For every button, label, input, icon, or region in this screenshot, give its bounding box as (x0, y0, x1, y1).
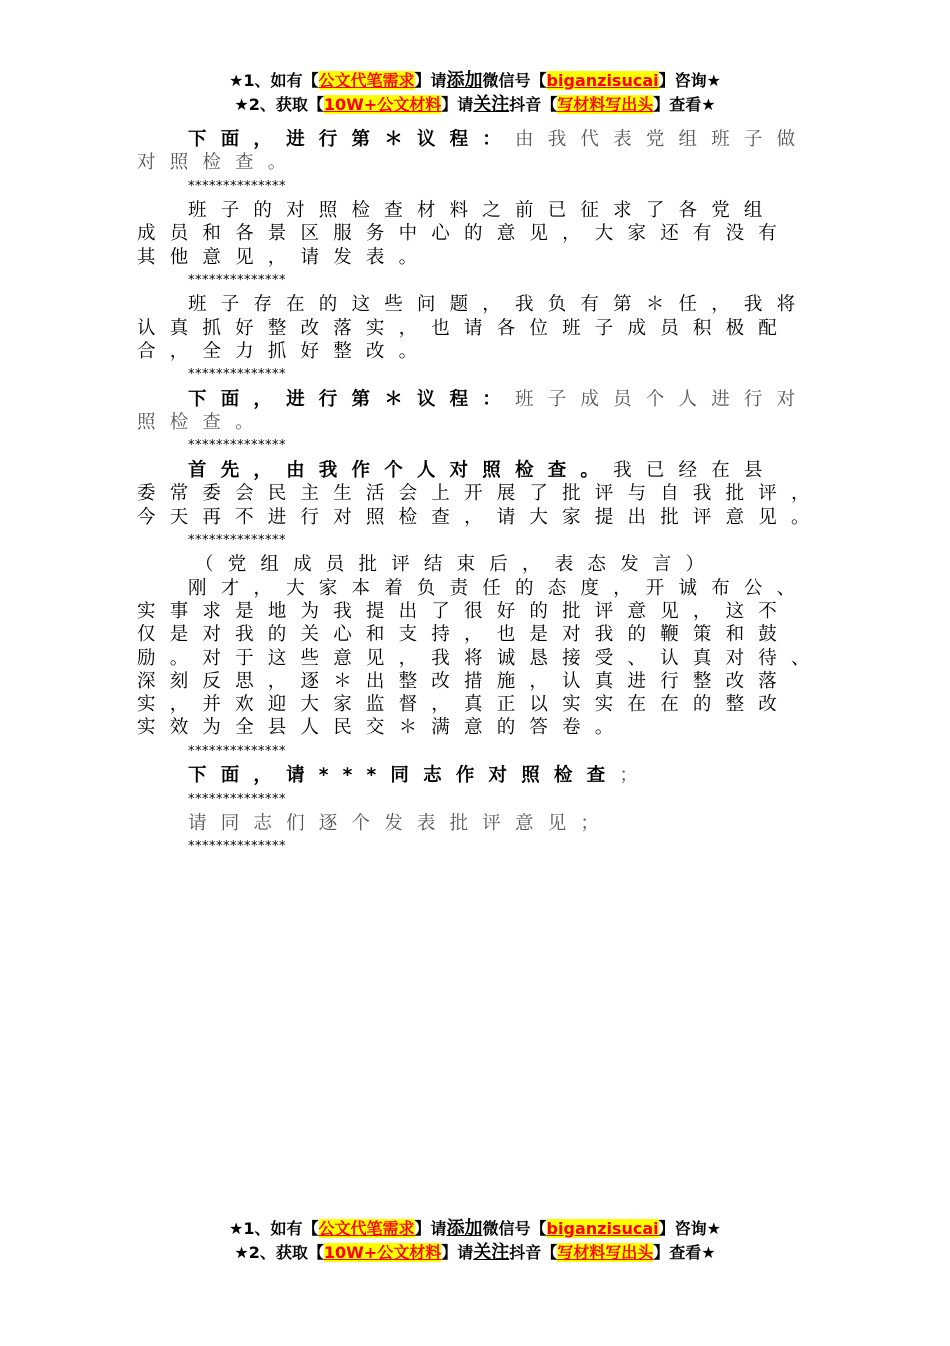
separator: ************** (188, 272, 286, 288)
separator: ************** (188, 178, 286, 194)
douyin-account: 写材料写出头 (557, 95, 654, 114)
separator: ************** (188, 532, 286, 548)
highlight-service: 公文代笔需求 (318, 1219, 415, 1238)
highlight-service: 公文代笔需求 (318, 71, 415, 90)
paragraph-7: 刚才，大家本着负责任的态度，开诚布公、 实事求是地为我提出了很好的批评意见，这不 仅是对我的关心和支持，也是对我的鞭策和鼓 励。对于这些意见，我将诚恳接受、认真对待、 深刻反思，逐＊出整改措施，认真进行整改落 实，并欢迎大家监督，真正以实实在在的整改 实效为全县人民交＊满意的答卷。 (137, 577, 824, 739)
paragraph-4: 下面，进行第＊议程：班子成员个人进行对 照检查。 (137, 388, 810, 434)
banner-line-1: ★1、如有【公文代笔需求】请添加微信号【biganzisucai】咨询★ (229, 1218, 721, 1239)
separator: ************** (188, 743, 286, 759)
paragraph-8: 下面，请***同志作对照检查； (188, 765, 653, 787)
paragraph-2: 班子的对照检查材料之前已征求了各党组 成员和各景区服务中心的意见，大家还有没有 其他意见，请发表。 (137, 200, 792, 268)
banner-line-2: ★2、获取【10W+公文材料】请关注抖音【写材料写出头】查看★ (234, 94, 716, 115)
paragraph-3: 班子存在的这些问题，我负有第＊任，我将 认真抓好整改落实，也请各位班子成员积极配 合，全力抓好整改。 (137, 294, 810, 363)
paragraph-5: 首先，由我作个人对照检查。我已经在县 委常委会民主生活会上开展了批评与自我批评， 今天再不进行对照检查，请大家提出批评意见。 (137, 459, 824, 528)
separator: ************** (188, 839, 286, 855)
separator: ************** (188, 438, 286, 454)
wechat-id: biganzisucai (546, 1219, 659, 1238)
highlight-materials: 10W+公文材料 (323, 95, 442, 114)
wechat-id: biganzisucai (546, 71, 659, 90)
header-banner (0, 69, 950, 117)
footer-banner (0, 1217, 950, 1265)
document-body (137, 128, 837, 860)
paragraph-6: （党组成员批评结束后，表态发言） (195, 554, 719, 576)
separator: ************** (188, 791, 286, 807)
banner-line-2: ★2、获取【10W+公文材料】请关注抖音【写材料写出头】查看★ (234, 1242, 716, 1263)
separator: ************** (188, 367, 286, 383)
paragraph-9: 请同志们逐个发表批评意见； (188, 813, 614, 835)
paragraph-1: 下面，进行第＊议程：由我代表党组班子做 对照检查。 (137, 129, 810, 174)
douyin-account: 写材料写出头 (557, 1243, 654, 1262)
highlight-materials: 10W+公文材料 (323, 1243, 442, 1262)
banner-line-1: ★1、如有【公文代笔需求】请添加微信号【biganzisucai】咨询★ (229, 70, 721, 91)
